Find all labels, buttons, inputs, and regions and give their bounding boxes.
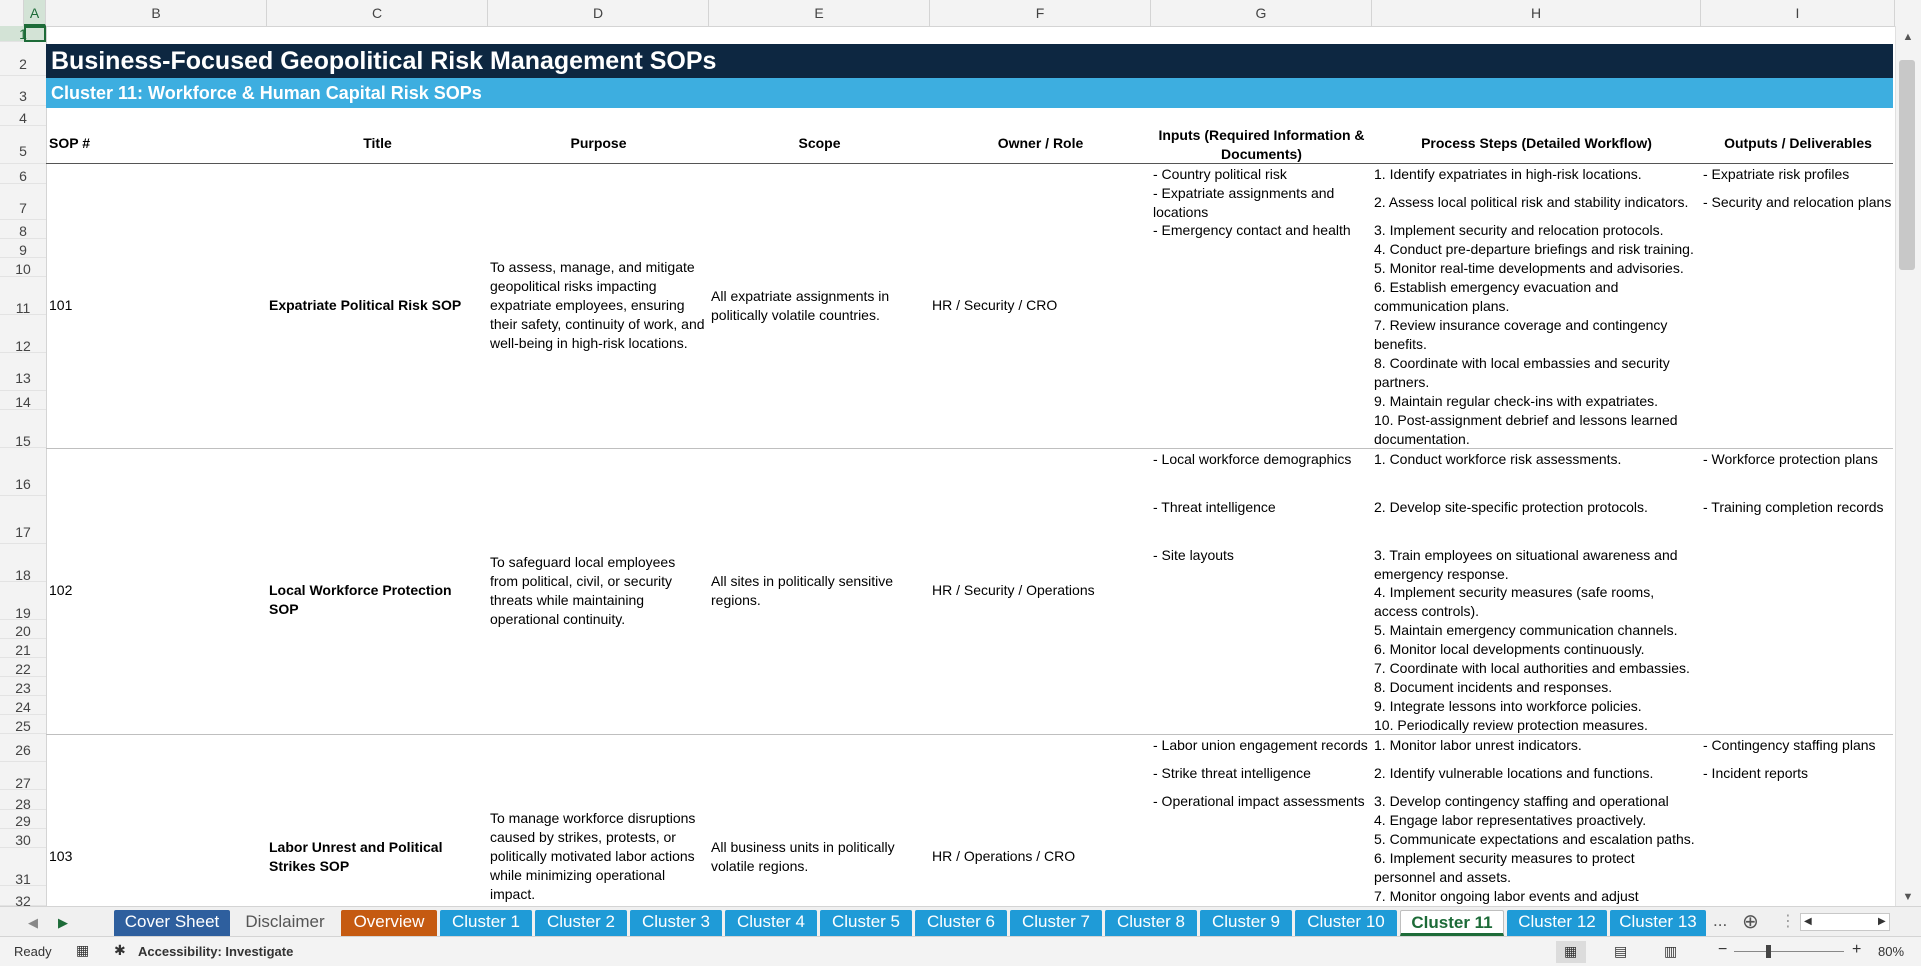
sop-step: 1. Conduct workforce risk assessments. [1374, 451, 1622, 467]
page-layout-icon: ▤ [1614, 943, 1628, 959]
sop-step: 6. Monitor local developments continuously. [1374, 641, 1645, 657]
sop-purpose: To safeguard local employees from political, civil, or security threats while maintaining operational continuity. [490, 554, 676, 627]
row-header[interactable]: 6 [0, 164, 46, 184]
macro-recording-icon[interactable]: ▦ [76, 942, 90, 958]
header-purpose: Purpose [570, 135, 627, 151]
sop-input: - Strike threat intelligence [1153, 765, 1311, 781]
row-header[interactable]: 14 [0, 391, 46, 410]
tab-cluster-10[interactable] [1295, 910, 1397, 936]
sop-step: 8. Coordinate with local embassies and security partners. [1374, 355, 1670, 390]
sop-step: 3. Develop contingency staffing and operational [1374, 793, 1669, 809]
sop-owner: HR / Operations / CRO [932, 848, 1076, 864]
tab-label: Cluster 12 [1518, 912, 1596, 931]
tab-cluster-7[interactable] [1010, 910, 1102, 936]
scroll-down-icon[interactable]: ▼ [1902, 891, 1914, 903]
page-break-view-button[interactable] [1656, 941, 1686, 963]
accessibility-icon[interactable]: ✱ [114, 942, 126, 958]
sheet-tab-bar [0, 906, 1921, 936]
select-all-corner[interactable] [0, 0, 24, 26]
header-sop-number: SOP # [49, 135, 90, 151]
worksheet-grid[interactable] [46, 26, 1895, 906]
sop-output: - Contingency staffing plans [1703, 737, 1876, 753]
row-header[interactable]: 25 [0, 715, 46, 734]
tab-label: Cluster 2 [546, 912, 616, 931]
tab-scroll-left-icon[interactable]: ◀ [28, 915, 38, 930]
tab-label: Cluster 1 [451, 912, 521, 931]
tab-cluster-8[interactable] [1105, 910, 1197, 936]
column-header-g[interactable]: G [1151, 0, 1372, 26]
tab-label: Cluster 10 [1307, 912, 1385, 931]
row-header[interactable]: 11 [0, 277, 46, 315]
header-title: Title [363, 135, 392, 151]
sop-output: - Training completion records [1703, 499, 1884, 515]
vertical-scroll-thumb[interactable] [1899, 60, 1915, 270]
row-header[interactable]: 31 [0, 848, 46, 886]
sop-step: 4. Engage labor representatives proactively. [1374, 812, 1647, 828]
sop-step: 6. Establish emergency evacuation and communication plans. [1374, 279, 1619, 314]
sop-step: 9. Maintain regular check-ins with expatriates. [1374, 393, 1659, 409]
zoom-out-icon[interactable]: − [1718, 941, 1728, 958]
tab-cluster-4[interactable] [725, 910, 817, 936]
sop-step: 3. Train employees on situational awareness and emergency response. [1374, 547, 1678, 582]
row-divider [46, 448, 1893, 449]
tab-cover-sheet[interactable] [114, 910, 230, 936]
tab-cluster-2[interactable] [535, 910, 627, 936]
sop-purpose: To assess, manage, and mitigate geopolitical risks impacting expatriate employees, ensuring their safety, continuity of work, and well-being in high-risk locations. [490, 259, 705, 351]
sop-step: 7. Monitor ongoing labor events and adjust [1374, 888, 1639, 904]
sop-step: 5. Maintain emergency communication channels. [1374, 622, 1678, 638]
sop-step: 10. Post-assignment debrief and lessons learned documentation. [1374, 412, 1678, 447]
zoom-slider-thumb[interactable] [1766, 945, 1771, 958]
row-divider [46, 734, 1893, 735]
sop-input: - Country political risk [1153, 166, 1287, 182]
column-header-c[interactable]: C [267, 0, 488, 26]
tab-label: Overview [353, 912, 425, 931]
tab-label: Cluster 9 [1211, 912, 1281, 931]
column-header-i[interactable]: I [1701, 0, 1895, 26]
header-scope: Scope [798, 135, 841, 151]
sop-input: - Emergency contact and health [1153, 222, 1351, 238]
tab-splitter-handle[interactable]: ⋮ [1780, 913, 1796, 930]
sop-step: 5. Communicate expectations and escalation paths. [1374, 831, 1695, 847]
sop-input: - Operational impact assessments [1153, 793, 1365, 809]
row-header[interactable]: 5 [0, 126, 46, 164]
tab-label: Cluster 5 [831, 912, 901, 931]
row-header[interactable]: 28 [0, 790, 46, 810]
header-inputs: Inputs (Required Information & Documents) [1158, 127, 1365, 162]
column-header-h[interactable]: H [1372, 0, 1701, 26]
tab-cluster-9[interactable] [1200, 910, 1292, 936]
tab-cluster-11[interactable] [1400, 910, 1504, 936]
status-bar [0, 936, 1921, 966]
tab-cluster-12[interactable] [1507, 910, 1607, 936]
tab-label: Cluster 4 [736, 912, 806, 931]
sop-step: 7. Coordinate with local authorities and embassies. [1374, 660, 1690, 676]
sop-input: - Site layouts [1153, 547, 1234, 563]
tab-cluster-6[interactable] [915, 910, 1007, 936]
accessibility-status[interactable]: Accessibility: Investigate [138, 944, 294, 959]
zoom-in-icon[interactable]: + [1852, 941, 1862, 958]
sop-output: - Expatriate risk profiles [1703, 166, 1850, 182]
sop-scope: All expatriate assignments in politically volatile countries. [711, 288, 890, 323]
sop-scope: All sites in politically sensitive regions. [711, 573, 894, 608]
tab-scroll-right-icon[interactable]: ▶ [58, 915, 68, 930]
row-header[interactable]: 16 [0, 448, 46, 496]
row-header[interactable]: 18 [0, 544, 46, 582]
page-break-icon: ▥ [1664, 943, 1678, 959]
row-header[interactable]: 12 [0, 315, 46, 353]
tab-label: Cluster 6 [926, 912, 996, 931]
add-sheet-icon[interactable]: ⊕ [1742, 911, 1759, 933]
sop-owner: HR / Security / Operations [932, 582, 1095, 598]
tab-label: Cover Sheet [124, 912, 220, 931]
tab-label: Disclaimer [245, 912, 325, 931]
column-header-a[interactable]: A [24, 0, 46, 26]
header-owner: Owner / Role [997, 135, 1084, 151]
row-header[interactable]: 23 [0, 677, 46, 696]
sop-step: 2. Develop site-specific protection protocols. [1374, 499, 1648, 515]
tab-label: Cluster 3 [641, 912, 711, 931]
page-layout-view-button[interactable] [1606, 941, 1636, 963]
sop-input: - Expatriate assignments and locations [1153, 185, 1335, 220]
horizontal-scrollbar[interactable] [1800, 913, 1890, 931]
row-header[interactable]: 15 [0, 410, 46, 448]
hscroll-right-icon[interactable]: ▶ [1878, 916, 1886, 927]
row-header[interactable]: 29 [0, 810, 46, 829]
sop-owner: HR / Security / CRO [932, 297, 1058, 313]
sop-title: Expatriate Political Risk SOP [269, 297, 462, 313]
header-process-steps: Process Steps (Detailed Workflow) [1421, 135, 1652, 151]
sop-step: 2. Identify vulnerable locations and functions. [1374, 765, 1654, 781]
sop-step: 3. Implement security and relocation protocols. [1374, 222, 1664, 238]
sop-number: 102 [49, 582, 73, 598]
sop-input: - Labor union engagement records [1153, 737, 1368, 753]
row-header[interactable]: 17 [0, 496, 46, 544]
sop-step: 6. Implement security measures to protect personnel and assets. [1374, 850, 1635, 885]
sop-input: - Local workforce demographics [1153, 451, 1352, 467]
sop-step: 2. Assess local political risk and stability indicators. [1374, 194, 1689, 210]
sop-step: 9. Integrate lessons into workforce policies. [1374, 698, 1642, 714]
row-header-bar [0, 26, 47, 906]
tab-label: Cluster 7 [1021, 912, 1091, 931]
sop-step: 1. Identify expatriates in high-risk locations. [1374, 166, 1642, 182]
sheet-title: Business-Focused Geopolitical Risk Management SOPs [46, 44, 1893, 78]
normal-view-button[interactable] [1556, 941, 1586, 963]
tab-disclaimer[interactable] [233, 910, 337, 936]
hscroll-left-icon[interactable]: ◀ [1804, 916, 1812, 927]
sop-output: - Security and relocation plans [1703, 194, 1892, 210]
tab-cluster-1[interactable] [440, 910, 532, 936]
sop-number: 101 [49, 297, 73, 313]
sop-step: 4. Implement security measures (safe rooms, access controls). [1374, 584, 1655, 619]
column-header-d[interactable]: D [488, 0, 709, 26]
row-header[interactable]: 7 [0, 184, 46, 220]
sop-purpose: To manage workforce disruptions caused by strikes, protests, or politically motivated labor actions while minimizing operational impact. [490, 810, 696, 902]
tab-label: Cluster 8 [1116, 912, 1186, 931]
row-header[interactable]: 10 [0, 258, 46, 277]
column-header-e[interactable]: E [709, 0, 930, 26]
active-cell-a1[interactable] [24, 26, 46, 42]
status-ready: Ready [14, 944, 52, 959]
sop-title: Labor Unrest and Political Strikes SOP [269, 839, 443, 874]
sop-number: 103 [49, 848, 73, 864]
scroll-up-icon[interactable]: ▲ [1902, 31, 1914, 43]
row-header[interactable]: 19 [0, 582, 46, 620]
row-header[interactable]: 24 [0, 696, 46, 715]
row-header[interactable]: 21 [0, 639, 46, 658]
tab-cluster-3[interactable] [630, 910, 722, 936]
sop-output: - Incident reports [1703, 765, 1809, 781]
grid-view-icon: ▦ [1564, 943, 1578, 959]
sop-step: 7. Review insurance coverage and contingency benefits. [1374, 317, 1668, 352]
sop-output: - Workforce protection plans [1703, 451, 1878, 467]
zoom-slider-track[interactable] [1734, 951, 1844, 952]
header-outputs: Outputs / Deliverables [1724, 135, 1872, 151]
row-header[interactable]: 4 [0, 106, 46, 126]
sop-step: 8. Document incidents and responses. [1374, 679, 1613, 695]
row-header[interactable]: 32 [0, 886, 46, 906]
row-header[interactable]: 9 [0, 239, 46, 258]
sop-step: 1. Monitor labor unrest indicators. [1374, 737, 1582, 753]
cluster-subtitle: Cluster 11: Workforce & Human Capital Risk SOPs [46, 78, 1893, 108]
tab-label: Cluster 13 [1619, 912, 1697, 931]
sop-step: 4. Conduct pre-departure briefings and risk training. [1374, 241, 1694, 257]
row-header[interactable]: 26 [0, 734, 46, 762]
row-header[interactable]: 22 [0, 658, 46, 677]
sop-step: 5. Monitor real-time developments and advisories. [1374, 260, 1684, 276]
column-header-f[interactable]: F [930, 0, 1151, 26]
column-header-bar [0, 0, 1921, 27]
row-header[interactable]: 2 [0, 42, 46, 76]
sop-step: 10. Periodically review protection measures. [1374, 717, 1648, 733]
row-header[interactable]: 27 [0, 762, 46, 790]
zoom-level[interactable]: 80% [1878, 944, 1905, 959]
row-header[interactable]: 8 [0, 220, 46, 239]
tab-cluster-13[interactable] [1610, 910, 1706, 936]
sop-title: Local Workforce Protection SOP [269, 582, 452, 617]
row-header[interactable]: 1 [0, 26, 46, 42]
sop-scope: All business units in politically volatile regions. [711, 839, 895, 874]
row-header[interactable]: 13 [0, 353, 46, 391]
sop-input: - Threat intelligence [1153, 499, 1276, 515]
column-header-b[interactable]: B [46, 0, 267, 26]
row-header[interactable]: 30 [0, 829, 46, 848]
tab-label: Cluster 11 [1411, 913, 1493, 932]
more-tabs-button[interactable]: ... [1713, 911, 1728, 930]
row-header[interactable]: 20 [0, 620, 46, 639]
tab-overview[interactable] [341, 910, 437, 936]
tab-cluster-5[interactable] [820, 910, 912, 936]
row-header[interactable]: 3 [0, 76, 46, 106]
header-divider [46, 163, 1893, 164]
